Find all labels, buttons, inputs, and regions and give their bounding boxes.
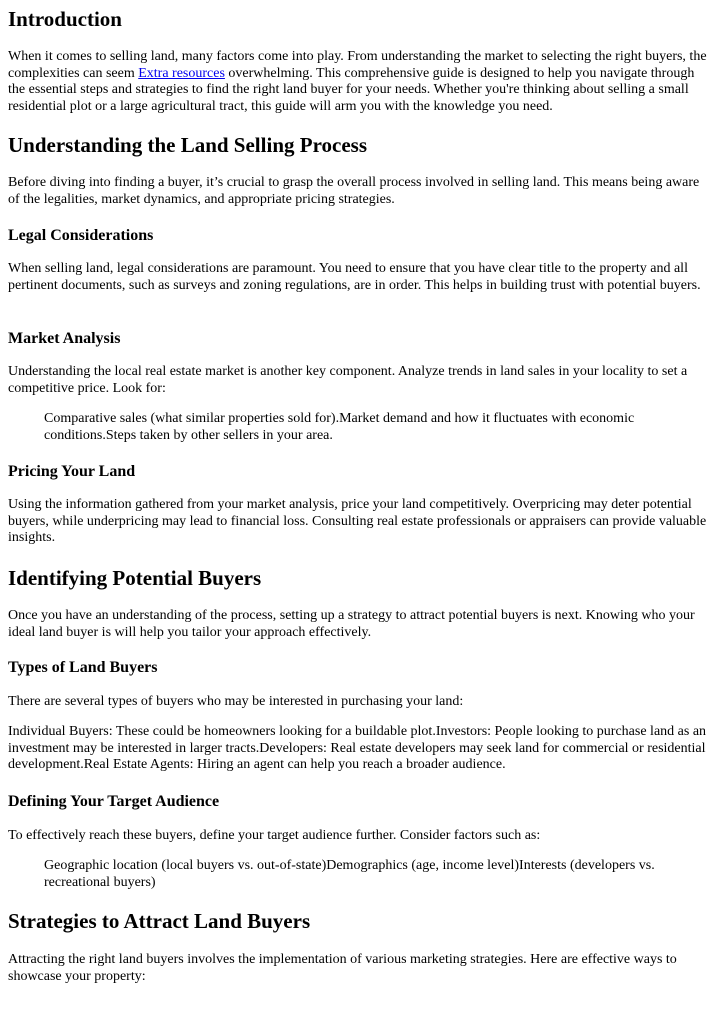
blockquote-audience-factors: Geographic location (local buyers vs. out-of-state)Demographics (age, income level)Interests (developers vs. recreational buyers) — [44, 858, 655, 890]
paragraph-legal-considerations: When selling land, legal considerations are paramount. You need to ensure that you have clear title to the property and all pertinent documents, such as surveys and zoning regulations, are in order. This helps in building trust with potential buyers. — [8, 261, 701, 293]
paragraph-introduction — [8, 49, 714, 115]
heading-types-of-buyers: Types of Land Buyers — [8, 659, 158, 676]
paragraph-types-list: Individual Buyers: These could be homeowners looking for a buildable plot.Investors: People looking to purchase land as an investment may be interested in larger tracts.Developers: Real estate developers may seek land for commercial or residential development.Real Estate Agents: Hiring an agent can help you reach a broader audience. — [8, 724, 707, 773]
paragraph-market-analysis: Understanding the local real estate market is another key component. Analyze trends in land sales in your locality to set a competitive price. Look for: — [8, 364, 688, 396]
paragraph-land-selling-process: Before diving into finding a buyer, it’s crucial to grasp the overall process involved in selling land. This means being aware of the legalities, market dynamics, and appropriate pricing strategies. — [8, 175, 700, 207]
heading-identifying-buyers: Identifying Potential Buyers — [8, 566, 262, 590]
paragraph-pricing-your-land: Using the information gathered from your market analysis, price your land competitively. Overpricing may deter potential buyers, while underpricing may lead to financial loss. Consulting real estate professionals or appraisers can provide valuable insights. — [8, 497, 707, 546]
intro-text-end: overwhelming. This comprehensive guide is designed to help you navigate through the essential steps and strategies to find the right land buyer for your needs. Whether you're thinking about selling a small residential plot or a large agricultural tract, this guide will arm you with the knowledge you need. — [8, 65, 695, 114]
heading-market-analysis: Market Analysis — [8, 330, 121, 347]
paragraph-identifying-buyers: Once you have an understanding of the process, setting up a strategy to attract potential buyers is next. Knowing who your ideal land buyer is will help you tailor your approach effectively. — [8, 608, 695, 640]
paragraph-target-audience: To effectively reach these buyers, define your target audience further. Consider factors such as: — [8, 828, 541, 843]
heading-introduction: Introduction — [8, 7, 122, 31]
heading-strategies: Strategies to Attract Land Buyers — [8, 909, 311, 933]
heading-legal-considerations: Legal Considerations — [8, 227, 154, 244]
heading-land-selling-process: Understanding the Land Selling Process — [8, 133, 367, 157]
blockquote-market-factors: Comparative sales (what similar properties sold for).Market demand and how it fluctuates with economic conditions.Steps taken by other sellers in your area. — [44, 411, 635, 443]
heading-target-audience: Defining Your Target Audience — [8, 793, 220, 810]
paragraph-types-intro: There are several types of buyers who may be interested in purchasing your land: — [8, 694, 464, 709]
intro-text-start: When it comes to selling land, many factors come into play. From understanding the market to selecting the right buyers, the complexities can seem — [8, 49, 707, 81]
heading-pricing-your-land: Pricing Your Land — [8, 463, 136, 480]
paragraph-strategies: Attracting the right land buyers involves the implementation of various marketing strategies. Here are effective ways to showcase your property: — [8, 952, 677, 984]
extra-resources-link[interactable]: Extra resources — [138, 65, 225, 81]
